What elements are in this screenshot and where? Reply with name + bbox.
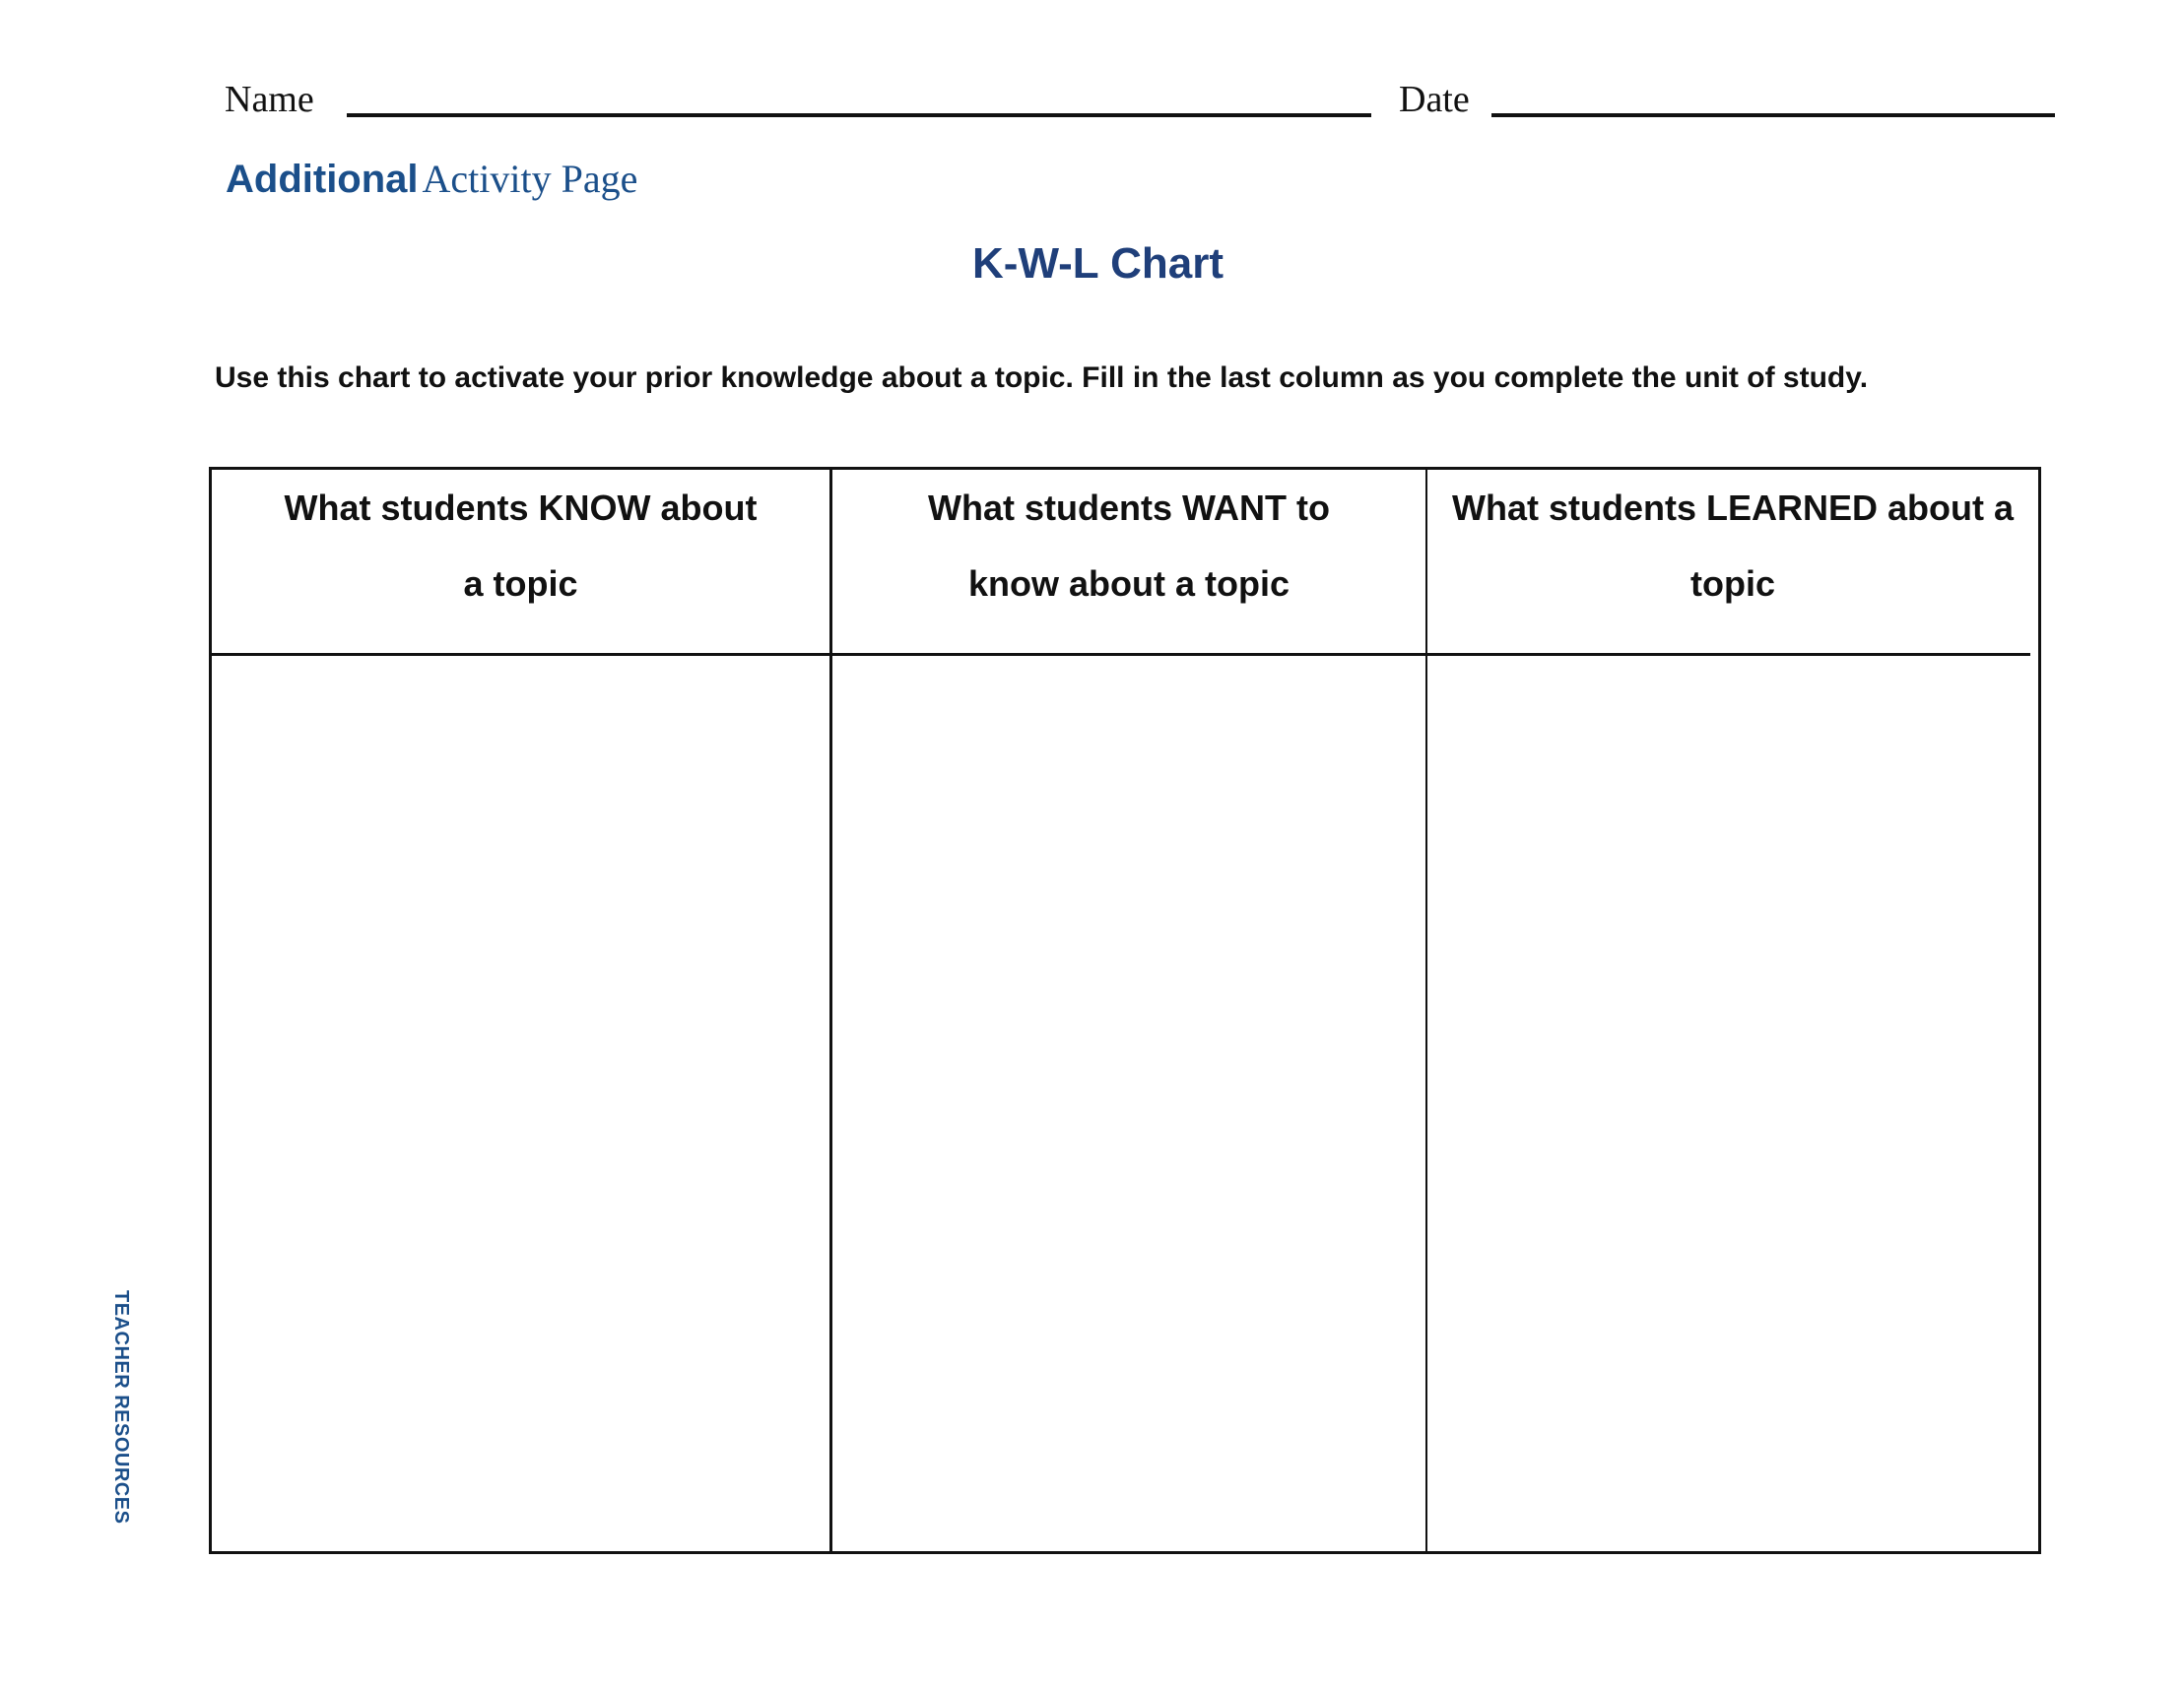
want-column-area[interactable]: [832, 657, 1425, 1551]
kwl-table: [209, 467, 2041, 1554]
learned-column-area[interactable]: [1427, 657, 2038, 1551]
column-header-want-line2: know about a topic: [967, 563, 1290, 604]
activity-label-rest: Activity Page: [422, 157, 638, 201]
column-header-know: [212, 470, 829, 653]
page-title: K-W-L Chart: [972, 239, 1224, 288]
know-column-area[interactable]: [212, 657, 829, 1551]
instructions-text: Use this chart to activate your prior knowledge about a topic. Fill in the last column as you complete the unit of study.: [215, 361, 1869, 394]
name-date-row: [225, 77, 2059, 126]
activity-page-label: [226, 154, 637, 214]
side-label: TEACHER RESOURCES: [110, 1290, 132, 1525]
name-label: Name: [225, 79, 314, 120]
column-header-learned-line1: What students LEARNED about a: [1451, 488, 2014, 528]
name-line[interactable]: [347, 113, 1371, 117]
column-header-know-line1: What students KNOW about: [284, 488, 758, 528]
header-divider: [212, 653, 2030, 656]
date-line[interactable]: [1491, 113, 2055, 117]
column-header-know-line2: a topic: [463, 563, 578, 604]
column-header-want: [832, 470, 1425, 653]
date-label: Date: [1399, 79, 1470, 120]
activity-label-bold: Additional: [226, 158, 419, 201]
column-header-want-line1: What students WANT to: [928, 488, 1330, 528]
column-header-learned-line2: topic: [1690, 563, 1775, 604]
column-header-learned: [1427, 470, 2038, 653]
